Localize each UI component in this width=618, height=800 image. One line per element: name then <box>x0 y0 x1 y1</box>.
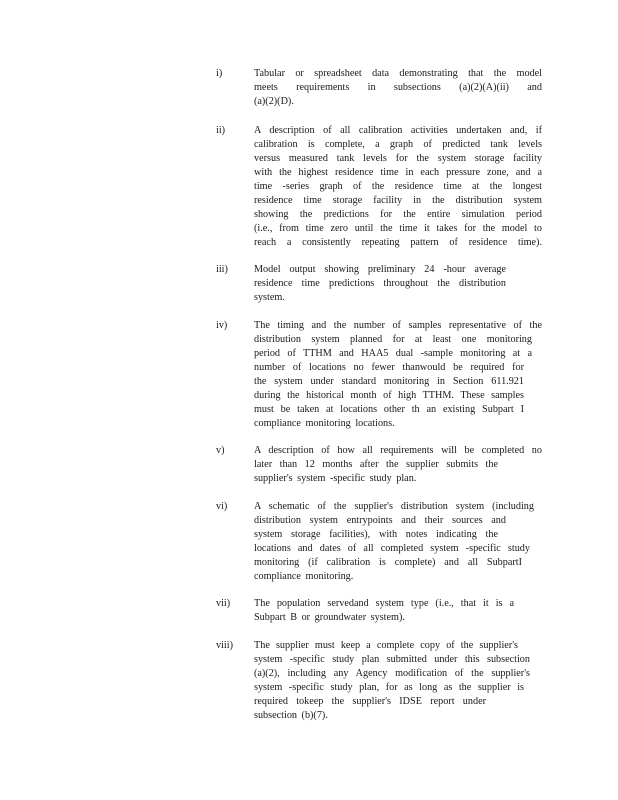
item-marker: vii) <box>216 598 231 609</box>
text-line: later than 12 months after the supplier submits the <box>254 459 498 470</box>
text-line: with the highest residence time in each pressure zone, and a <box>254 167 542 178</box>
text-line: meets requirements in subsections (a)(2)(A)(ii) and <box>254 82 542 93</box>
text-line: calibration is complete, a graph of predicted tank levels <box>254 139 542 150</box>
text-line: distribution system planned for at least one monitoring <box>254 334 532 345</box>
item-marker: ii) <box>216 125 226 136</box>
text-line: number of locations no fewer thanwould be required for <box>254 362 524 373</box>
text-line: supplier's system -specific study plan. <box>254 473 417 484</box>
item-marker: v) <box>216 445 225 456</box>
text-line: required tokeep the supplier's IDSE report under <box>254 696 486 707</box>
text-line: period of TTHM and HAA5 dual -sample monitoring at a <box>254 348 532 359</box>
text-line: system storage facilities), with notes indicating the <box>254 529 498 540</box>
item-text <box>254 597 542 625</box>
text-line: residence time predictions throughout the distribution <box>254 278 506 289</box>
text-line: The population servedand system type (i.e., that it is a <box>254 598 514 609</box>
text-line: A description of all calibration activities undertaken and, if <box>254 125 542 136</box>
text-line: compliance monitoring. <box>254 571 354 582</box>
text-line: The supplier must keep a complete copy of the supplier's <box>254 640 518 651</box>
text-line: compliance monitoring locations. <box>254 418 395 429</box>
text-line: The timing and the number of samples representative of the <box>254 320 542 331</box>
item-text <box>254 124 542 250</box>
text-line: during the historical month of high TTHM. These samples <box>254 390 524 401</box>
item-text <box>254 67 542 109</box>
text-line: A schematic of the supplier's distribution system (including <box>254 501 534 512</box>
text-line: Subpart B or groundwater system). <box>254 612 405 623</box>
item-text <box>254 500 542 584</box>
text-line: time -series graph of the residence time at the longest <box>254 181 542 192</box>
item-text <box>254 639 542 723</box>
text-line: distribution system entrypoints and their sources and <box>254 515 506 526</box>
text-line: Model output showing preliminary 24 -hour average <box>254 264 506 275</box>
text-line: subsection (b)(7). <box>254 710 328 721</box>
item-marker: iii) <box>216 264 228 275</box>
text-line: must be taken at locations other th an existing Subpart I <box>254 404 524 415</box>
item-text <box>254 263 506 305</box>
text-line: system -specific study plan submitted under this subsection <box>254 654 530 665</box>
text-line: A description of how all requirements will be completed no <box>254 445 542 456</box>
text-line: showing the predictions for the entire simulation period <box>254 209 542 220</box>
text-line: system. <box>254 292 285 303</box>
item-marker: vi) <box>216 501 228 512</box>
item-text <box>254 319 542 431</box>
text-line: locations and dates of all completed system -specific study <box>254 543 530 554</box>
text-line: Tabular or spreadsheet data demonstrating that the model <box>254 68 542 79</box>
text-line: (a)(2)(D). <box>254 96 294 107</box>
text-line: versus measured tank levels for the system storage facility <box>254 153 542 164</box>
text-line: (i.e., from time zero until the time it takes for the model to <box>254 223 542 234</box>
text-line: monitoring (if calibration is complete) and all SubpartI <box>254 557 522 568</box>
item-marker: i) <box>216 68 223 79</box>
text-line: the system under standard monitoring in Section 611.921 <box>254 376 524 387</box>
item-marker: viii) <box>216 640 233 651</box>
text-line: residence time storage facility in the distribution system <box>254 195 542 206</box>
item-text <box>254 444 542 486</box>
text-line: (a)(2), including any Agency modification of the supplier's <box>254 668 530 679</box>
item-marker: iv) <box>216 320 228 331</box>
text-line: reach a consistently repeating pattern of residence time). <box>254 237 542 248</box>
text-line: system -specific study plan, for as long as the supplier is <box>254 682 524 693</box>
